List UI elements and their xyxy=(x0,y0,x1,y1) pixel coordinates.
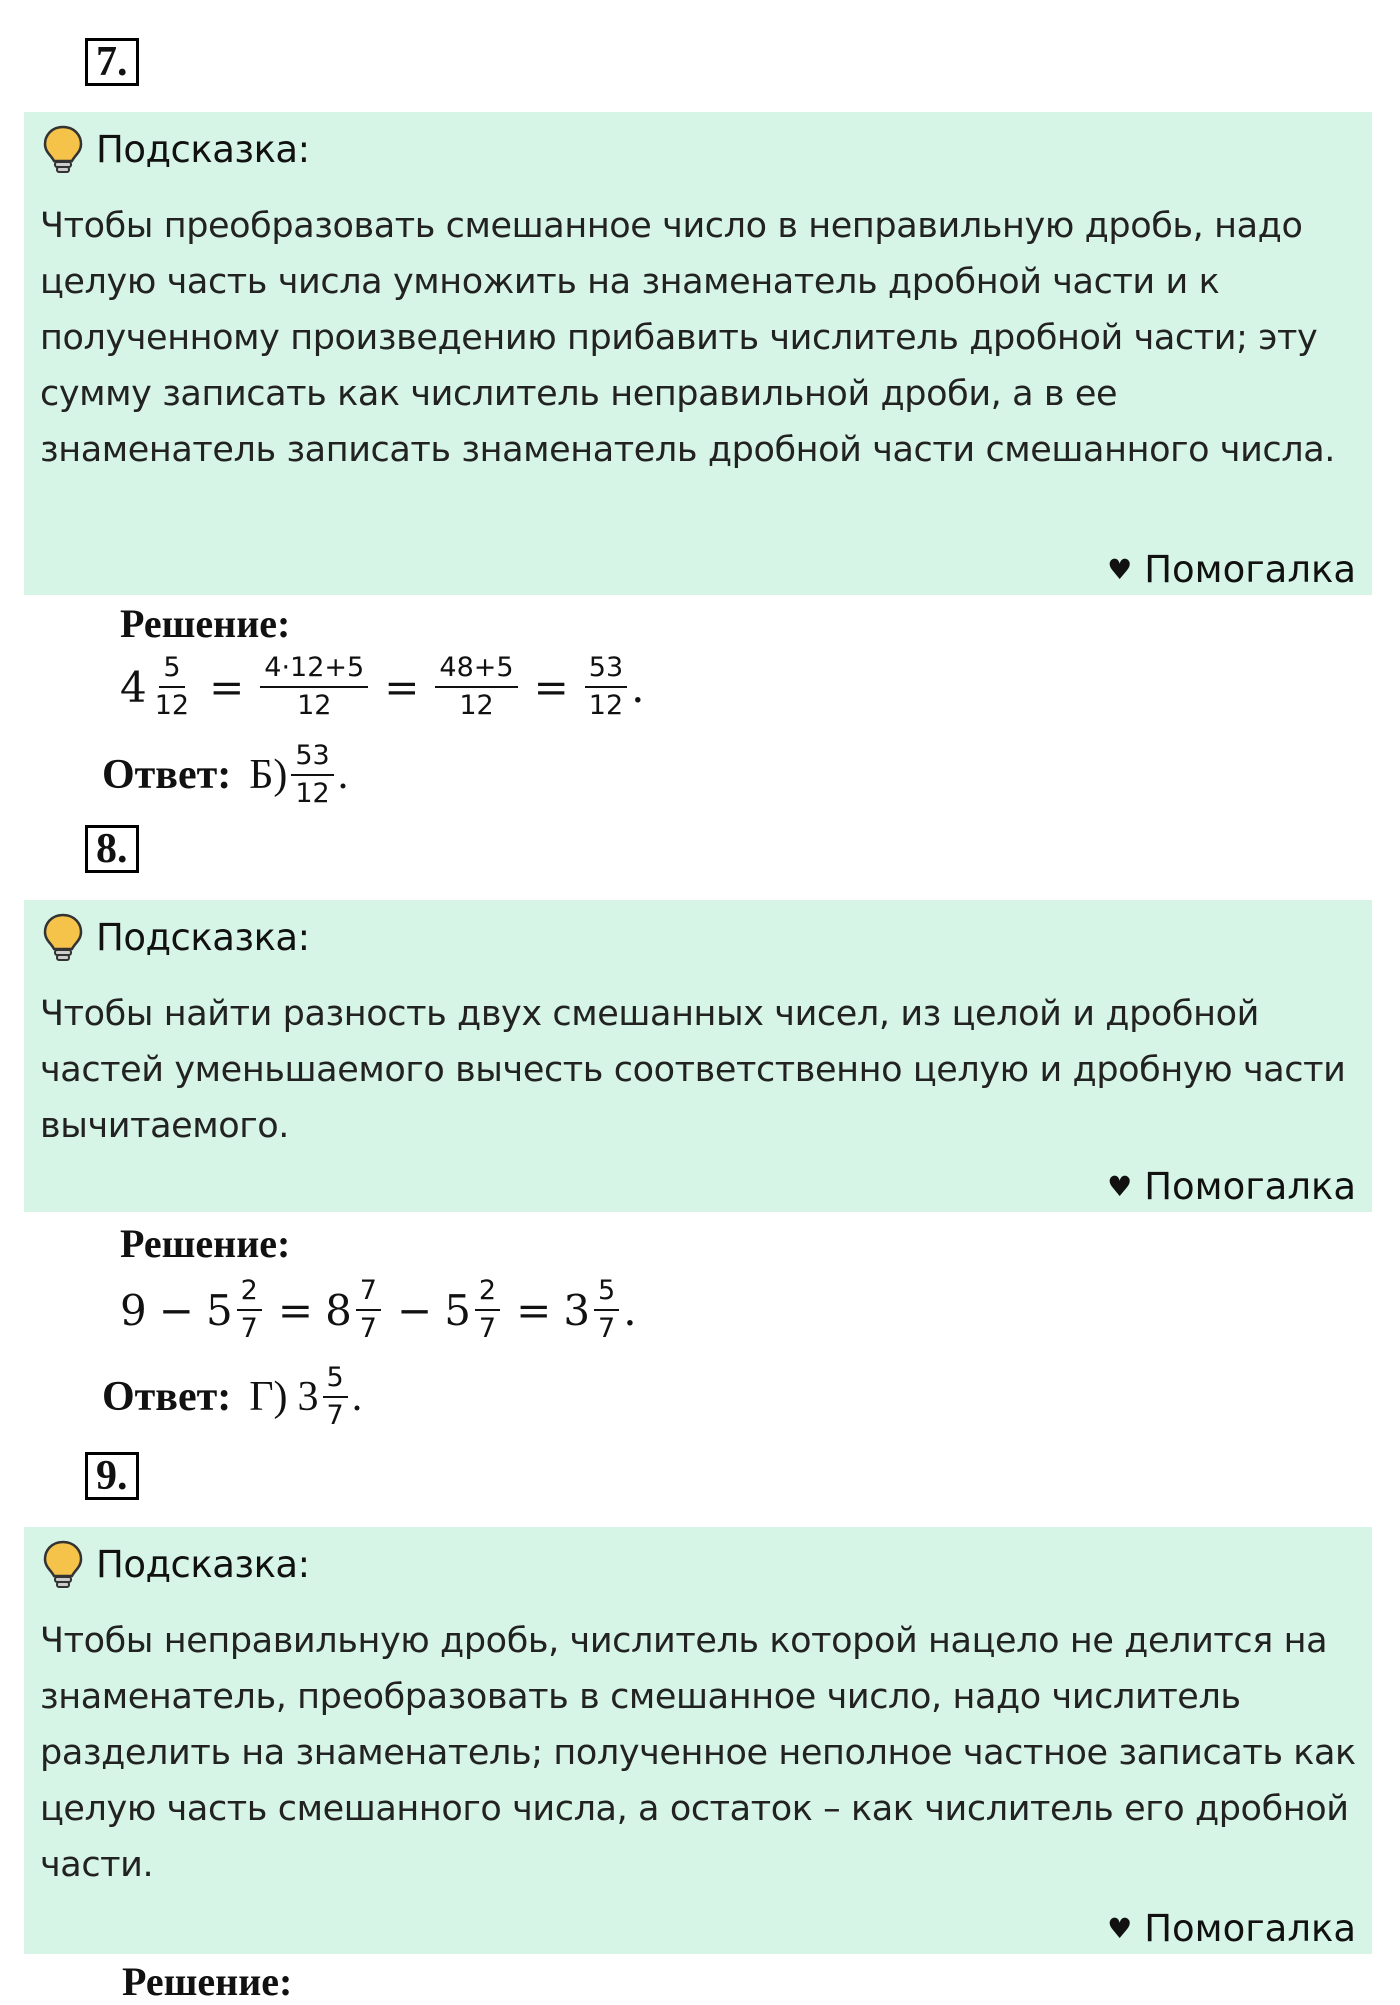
hint-text: Чтобы найти разность двух смешанных чисел, из целой и дробной частей уменьшаемого вычесть соответственно целую и дробную части вычитаемого. xyxy=(40,994,1346,1146)
hint-title: Подсказка: xyxy=(96,1542,310,1586)
heart-icon: ♥ xyxy=(1107,553,1133,586)
task-8-solution-label: Решение: xyxy=(120,1221,291,1266)
task-7-solution: 4 $\frac{5}{12}$ = $\frac{4\cdot 12+5}{12}$ = $\frac{48+5}{12}$ = $\frac{53}{12}$ . xyxy=(120,652,645,721)
hint-title: Подсказка: xyxy=(96,127,310,171)
credit xyxy=(1107,1907,1356,1950)
task-7-hint xyxy=(24,112,1372,595)
hint-text: Чтобы неправильную дробь, числитель которой нацело не делится на знаменатель, преобразовать в смешанное число, надо числитель разделить на знаменатель; полученное неполное частное записать как целую часть смешанного числа, а остаток – как числитель его дробной части. xyxy=(40,1621,1356,1885)
answer-prefix: Г) xyxy=(249,1374,288,1420)
task-9-hint xyxy=(24,1527,1372,1954)
fraction: $\frac{53}{12}$ xyxy=(585,652,627,722)
fraction: $\frac{2}{7}$ xyxy=(237,1275,262,1345)
task-9-number: 9. xyxy=(85,1452,139,1500)
task-9-solution-label: Решение: xyxy=(122,1959,293,2004)
credit xyxy=(1107,548,1356,591)
lightbulb-icon xyxy=(40,1539,86,1589)
credit-label: Помогалка xyxy=(1144,548,1356,591)
heart-icon: ♥ xyxy=(1107,1912,1133,1945)
answer-prefix: Б) xyxy=(249,752,288,798)
fraction: $\frac{2}{7}$ xyxy=(475,1275,500,1345)
fraction: $\frac{4\cdot 12+5}{12}$ xyxy=(260,652,368,722)
heart-icon: ♥ xyxy=(1107,1170,1133,1203)
fraction: $\frac{5}{12}$ xyxy=(154,652,190,721)
task-7-number: 7. xyxy=(85,38,139,86)
task-7-answer: Ответ: Б) $\frac{53}{12}$ . xyxy=(102,740,349,809)
answer-label: Ответ: xyxy=(102,752,232,798)
task-7-solution-label: Решение: xyxy=(120,601,291,646)
hint-text: Чтобы преобразовать смешанное число в неправильную дробь, надо целую часть числа умножить на знаменатель дробной части и к полученному произведению прибавить числитель дробной части; эту сумму записать как числитель неправильной дроби, а в ее знаменатель записать знаменатель дробной части смешанного числа. xyxy=(40,206,1336,470)
fraction: $\frac{53}{12}$ xyxy=(291,740,333,810)
task-8-solution: 9 − 5 $\frac{2}{7}$ = 8 $\frac{7}{7}$ − 5 $\frac{2}{7}$ = 3 $\frac{5}{7}$ . xyxy=(120,1275,637,1344)
credit-label: Помогалка xyxy=(1144,1165,1356,1208)
fraction: $\frac{48+5}{12}$ xyxy=(435,652,517,722)
hint-title: Подсказка: xyxy=(96,915,310,959)
fraction: $\frac{7}{7}$ xyxy=(356,1275,381,1345)
task-8-answer: Ответ: Г) 3 $\frac{5}{7}$ . xyxy=(102,1362,363,1431)
task-8-number: 8. xyxy=(85,825,139,873)
task-8-hint xyxy=(24,900,1372,1212)
fraction: $\frac{5}{7}$ xyxy=(594,1275,619,1345)
whole: 4 xyxy=(120,662,147,712)
lightbulb-icon xyxy=(40,912,86,962)
answer-label: Ответ: xyxy=(102,1374,232,1420)
credit-label: Помогалка xyxy=(1144,1907,1356,1950)
fraction: $\frac{5}{7}$ xyxy=(323,1362,348,1432)
credit xyxy=(1107,1165,1356,1208)
lightbulb-icon xyxy=(40,124,86,174)
